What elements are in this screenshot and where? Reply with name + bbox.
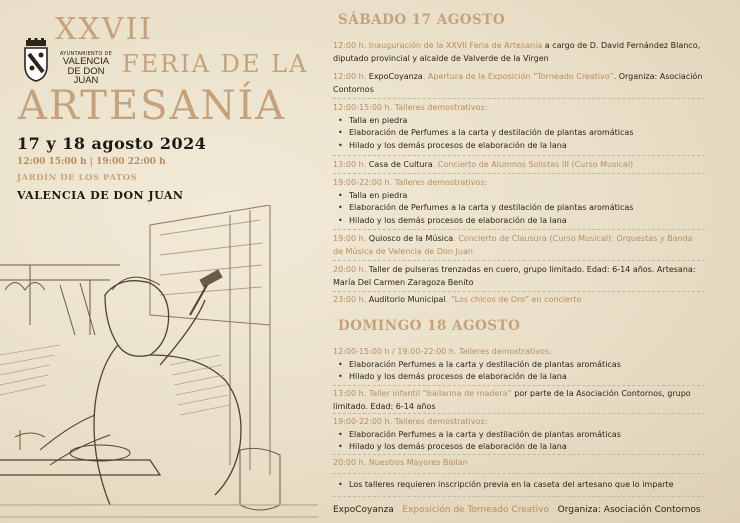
list-item: • Elaboración de Perfumes a la carta y destilación de plantas aromáticas: [347, 127, 705, 140]
saturday-event-6: 19:00 h. Quiosco de la Música. Concierto de Clausura (Curso Musical): Orquestas y Banda de Música de Valencia de Don Juan: [333, 234, 693, 256]
coat-of-arms-icon: [22, 38, 50, 82]
divider: [333, 260, 705, 261]
saturday-event-1: 12:00 h. Inauguración de la XXVII Feria de Artesanía a cargo de D. David Fernández Blanco, diputado provincial y alcalde de Valverde de la Virgen: [333, 41, 701, 63]
saturday-event-7: 20:00 h. Taller de pulseras trenzadas en cuero, grupo limitado. Edad: 6-14 años. Artesana: María Del Carmen Zaragoza Benito: [333, 265, 696, 287]
saturday-event-3: 12:00-15:00 h. Talleres demostrativos: • Talla en piedra • Elaboración de Perfumes a la carta y destilación de plantas aromáticas • Hilado y los demás procesos de elaboración de la lana: [333, 102, 705, 152]
divider: [333, 385, 705, 386]
event-hours: 12:00 15:00 h | 19:00 22:00 h: [17, 157, 166, 167]
footer-exhibition: Exposición de Torneado Creativo: [402, 505, 550, 515]
title-line-2: ARTESANÍA: [18, 83, 287, 129]
footer-organizer: Organiza: Asociación Contornos: [557, 505, 701, 515]
list-item: • Talla en piedra: [347, 190, 705, 203]
divider: [333, 473, 705, 474]
sunday-event-3: 19:00-22:00 h. Talleres demostrativos: • Elaboración Perfumes a la carta y destilación de plantas aromáticas • Hilado y los demás procesos de elaboración de la lana: [333, 416, 705, 454]
divider: [333, 229, 705, 230]
list-item: • Elaboración de Perfumes a la carta y destilación de plantas aromáticas: [347, 202, 705, 215]
saturday-event-4: 13:00 h. Casa de Cultura. Concierto de Alumnos Solistas III (Curso Musical): [333, 160, 634, 169]
sunday-event-2: 13:00 h. Taller infantil “bailarina de madera” por parte de la Asociación Contornos, grupo limitado. Edad: 6-14 años: [333, 389, 691, 411]
divider: [333, 413, 705, 414]
title-line-1: FERIA DE LA: [122, 50, 309, 78]
sunday-event-1: 12:00-15:00 h / 19:00-22:00 h. Talleres demostrativos: • Elaboración Perfumes a la carta y destilación de plantas aromáticas • Hilado y los demás procesos de elaboración de la lana: [333, 346, 705, 384]
divider: [333, 496, 705, 497]
saturday-heading: SÁBADO 17 AGOSTO: [338, 12, 506, 28]
saturday-event-8: 23:00 h. Auditorio Municipal. “Los chicos de Oro” en concierto: [333, 295, 582, 304]
divider: [333, 173, 705, 174]
edition-number: XXVII: [55, 12, 154, 47]
footer-credit: [333, 505, 733, 515]
list-item: • Elaboración Perfumes a la carta y destilación de plantas aromáticas: [347, 359, 705, 372]
divider: [333, 98, 705, 99]
saturday-event-5: 19:00-22:00 h. Talleres demostrativos: • Talla en piedra • Elaboración de Perfumes a la carta y destilación de plantas aromáticas • Hilado y los demás procesos de elaboración de la lana: [333, 177, 705, 227]
divider: [333, 291, 705, 292]
sunday-heading: DOMINGO 18 AGOSTO: [338, 318, 521, 334]
list-item: • Hilado y los demás procesos de elaboración de la lana: [347, 140, 705, 153]
list-item: • Hilado y los demás procesos de elaboración de la lana: [347, 441, 705, 454]
divider: [333, 454, 705, 455]
logo-small-text: AYUNTAMIENTO DE: [59, 51, 113, 57]
divider: [333, 155, 705, 156]
event-town: VALENCIA DE DON JUAN: [17, 189, 184, 202]
note-text: • Los talleres requieren inscripción previa en la caseta del artesano que lo imparte: [347, 479, 705, 492]
sunday-event-4: 20:00 h. Nuestros Mayores Bailan: [333, 458, 468, 467]
list-item: • Elaboración Perfumes a la carta y destilación de plantas aromáticas: [347, 429, 705, 442]
list-item: • Talla en piedra: [347, 115, 705, 128]
list-item: • Hilado y los demás procesos de elaboración de la lana: [347, 215, 705, 228]
list-item: • Hilado y los demás procesos de elaboración de la lana: [347, 371, 705, 384]
saturday-event-2: 12:00 h. ExpoCoyanza. Apertura de la Exposición “Torneado Creativo”. Organiza: Asociación Contornos: [333, 72, 703, 94]
event-venue: JARDÍN DE LOS PATOS: [17, 173, 138, 183]
craftsman-illustration: [0, 205, 318, 523]
logo-line-1: VALENCIA: [62, 56, 110, 67]
event-dates: 17 y 18 agosto 2024: [17, 134, 207, 153]
logo-line-2: DE DON JUAN: [67, 65, 105, 86]
poster-left-panel: [0, 0, 318, 523]
town-hall-logo-text: [55, 52, 117, 86]
footer-org: ExpoCoyanza: [333, 505, 394, 515]
registration-note: [333, 479, 705, 492]
